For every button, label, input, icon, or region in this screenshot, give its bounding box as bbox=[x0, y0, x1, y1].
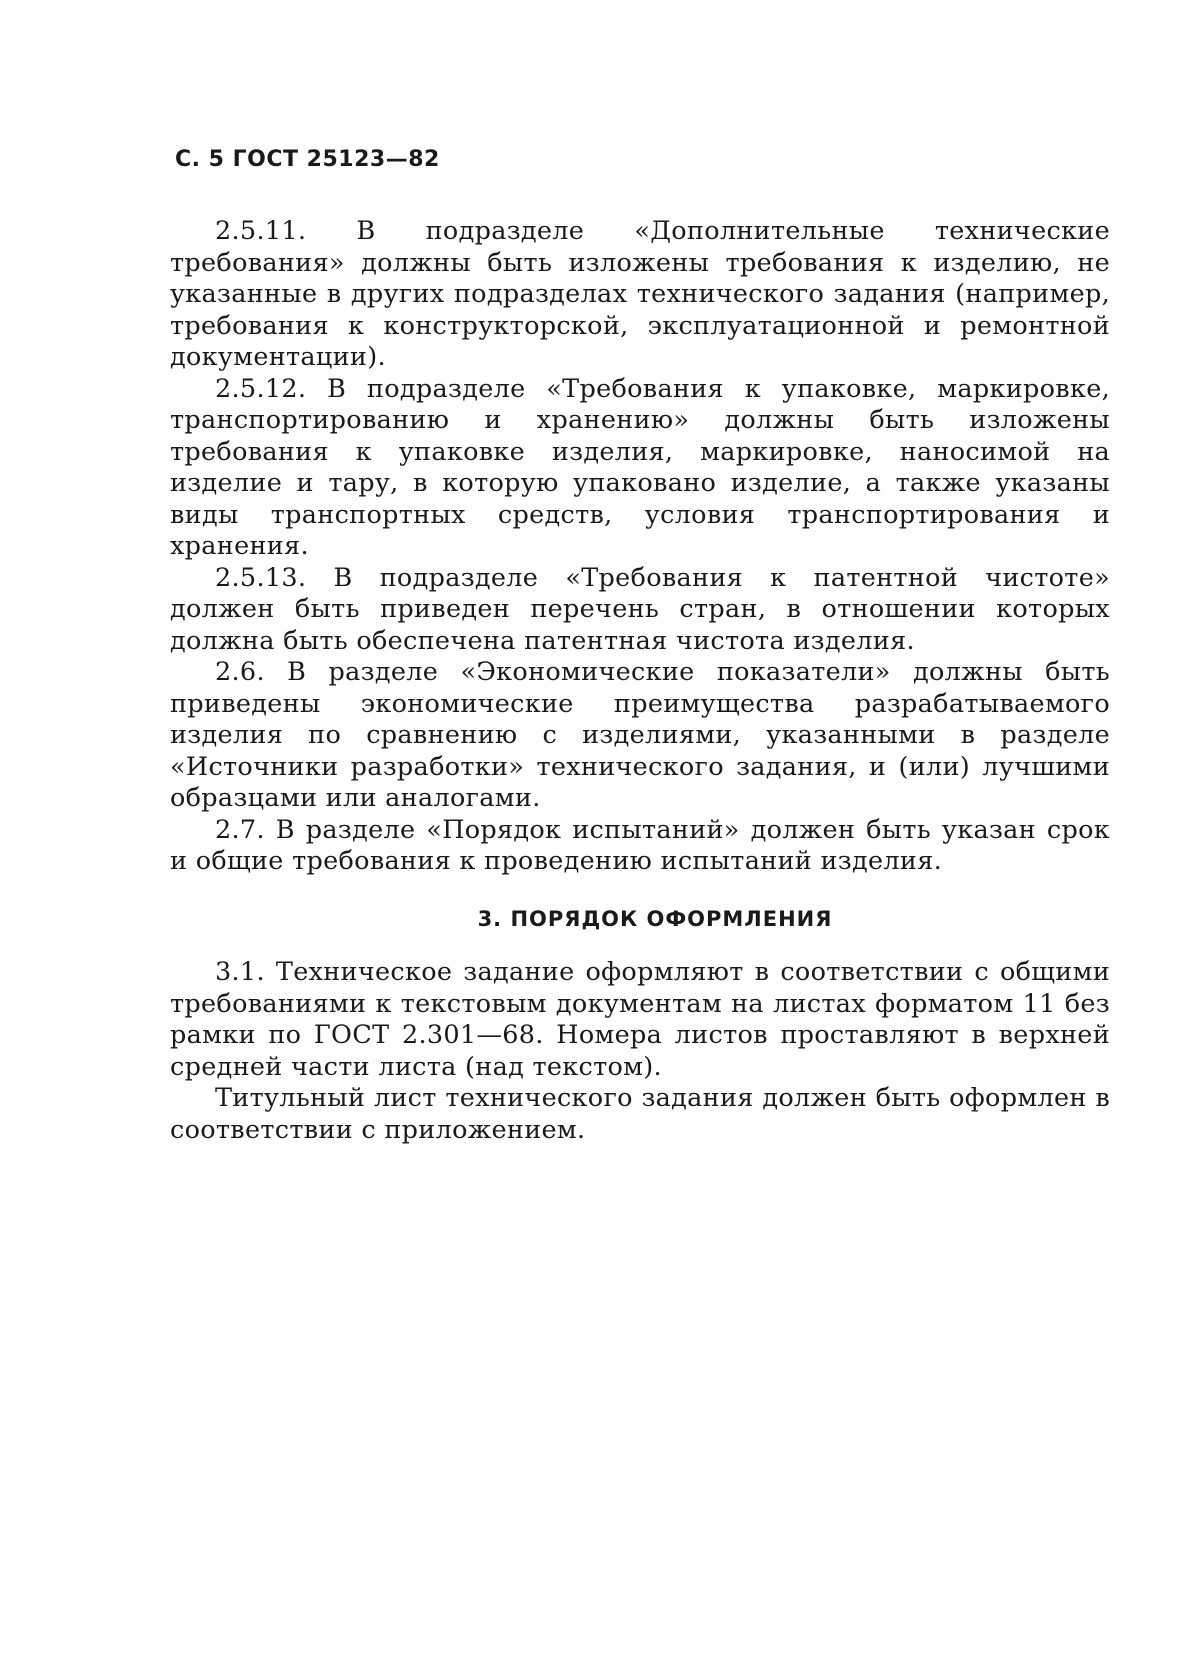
paragraph-2-5-13: 2.5.13. В подразделе «Требования к патентной чистоте» должен быть приведен перечень стран, в отношении которых должна быть обеспечена патентная чистота изделия. bbox=[170, 562, 1110, 656]
section-heading: 3. ПОРЯДОК ОФОРМЛЕНИЯ bbox=[477, 906, 833, 931]
paragraph-title-sheet: Титульный лист технического задания должен быть оформлен в соответствии с приложением. bbox=[170, 1083, 1110, 1145]
paragraph-2-5-12: 2.5.12. В подразделе «Требования к упаковке, маркировке, транспортированию и хранению» должны быть изложены требования к упаковке изделия, маркировке, наносимой на изделие и тару, в которую упаковано изделие, а также указаны виды транспортных средств, условия транспортирования и хранения. bbox=[170, 373, 1110, 561]
paragraph-2-7: 2.7. В разделе «Порядок испытаний» должен быть указан срок и общие требования к проведению испытаний изделия. bbox=[170, 814, 1110, 876]
document-body bbox=[170, 216, 1110, 1146]
paragraph-2-5-11: 2.5.11. В подразделе «Дополнительные технические требования» должны быть изложены требования к изделию, не указанные в других подразделах технического задания (например, требования к конструкторской, эксплуатационной и ремонтной документации). bbox=[170, 216, 1110, 372]
paragraph-3-1: 3.1. Техническое задание оформляют в соответствии с общими требованиями к текстовым документам на листах форматом 11 без рамки по ГОСТ 2.301—68. Номера листов проставляют в верхней средней части листа (над текстом). bbox=[170, 957, 1110, 1082]
paragraph-2-6: 2.6. В разделе «Экономические показатели» должны быть приведены экономические преимущества разрабатываемого изделия по сравнению с изделиями, указанными в разделе «Источники разработки» технического задания, и (или) лучшими образцами или аналогами. bbox=[170, 657, 1110, 813]
page-header: С. 5 ГОСТ 25123—82 bbox=[175, 147, 440, 172]
